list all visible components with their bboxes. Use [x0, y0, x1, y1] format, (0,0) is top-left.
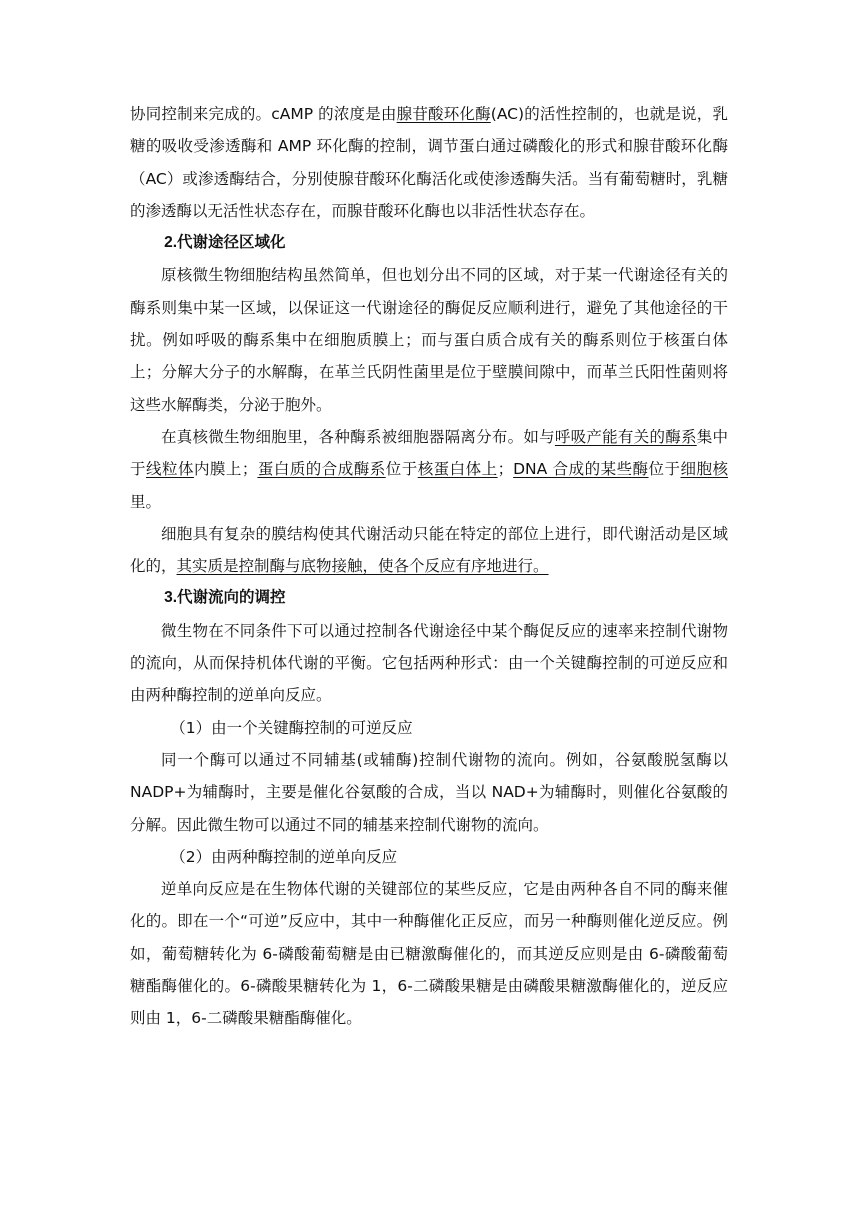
text-span: 在真核微生物细胞里，各种酶系被细胞器隔离分布。如与: [161, 427, 555, 446]
text-span: 集中于: [130, 427, 728, 479]
underlined-term-adenylate-cyclase: 腺苷酸环化酶: [396, 105, 491, 123]
section-heading-flux-control: 3.代谢流向的调控: [164, 589, 286, 607]
underlined-term-ribosome: 核蛋白体上: [417, 460, 498, 479]
text-span: 细胞具有复杂的膜结构使其代谢活动只能在特定的部位上进行，即代谢活动是区域化的，: [130, 524, 728, 576]
section-heading-compartmentalization: 2.代谢途径区域化: [164, 234, 286, 252]
underlined-term-dna-enzymes: DNA 合成的某些酶: [513, 460, 649, 479]
paragraph-flux-intro: 微生物在不同条件下可以通过控制各代谢途径中某个酶促反应的速率来控制代谢物的流向，从而保持机体代谢的平衡。它包括两种形式：由一个关键酶控制的可逆反应和由两种酶控制的逆单向反应。: [130, 621, 728, 705]
text-span: 内膜上；: [193, 460, 258, 479]
underlined-term-mitochondria: 线粒体: [145, 460, 194, 479]
paragraph-eukaryote-organelles: [130, 421, 728, 518]
text-span: 协同控制来完成的。cAMP 的浓度是由: [130, 105, 397, 123]
text-span: ；: [497, 460, 514, 479]
paragraph-prokaryote-regions: 原核微生物细胞结构虽然简单，但也划分出不同的区域，对于某一代谢途径有关的酶系则集中某一区域，以保证这一代谢途径的酶促反应顺利进行，避免了其他途径的干扰。例如呼吸的酶系集中在细胞质膜上；而与蛋白质合成有关的酶系则位于核蛋白体上；分解大分子的水解酶，在革兰氏阴性菌里是位于壁膜间隙中，而革兰氏阳性菌则将这些水解酶类，分泌于胞外。: [130, 266, 728, 414]
underlined-term-protein-synthesis-enzymes: 蛋白质的合成酶系: [257, 460, 386, 479]
underlined-term-nucleus: 细胞核: [680, 460, 728, 479]
paragraph-camp-control: [130, 98, 728, 227]
text-span: 位于: [385, 460, 418, 479]
text-span: 里。: [130, 492, 162, 511]
text-span: 位于: [648, 460, 681, 479]
paragraph-coenzyme-example: 同一个酶可以通过不同辅基(或辅酶)控制代谢物的流向。例如，谷氨酸脱氢酶以 NADP+为辅酶时，主要是催化谷氨酸的合成，当以 NAD+为辅酶时，则催化谷氨酸的分解。因此微生物可以通过不同的辅基来控制代谢物的流向。: [130, 750, 728, 834]
paragraph-membrane-structure: [130, 518, 728, 583]
subheading-unidirectional-reaction: （2）由两种酶控制的逆单向反应: [170, 847, 398, 866]
underlined-key-point: 其实质是控制酶与底物接触，使各个反应有序地进行。: [176, 557, 549, 576]
paragraph-unidirectional-example: 逆单向反应是在生物体代谢的关键部位的某些反应，它是由两种各自不同的酶来催化的。即在一个“可逆”反应中，其中一种酶催化正反应，而另一种酶则催化逆反应。例如，葡萄糖转化为 6-磷酸葡萄糖是由已糖激酶催化的，而其逆反应则是由 6-磷酸葡萄糖酯酶催化的。6-磷酸果糖转化为 1，6-二磷酸果糖是由磷酸果糖激酶催化的，逆反应则由 1，6-二磷酸果糖酯酶催化。: [130, 880, 728, 1028]
underlined-term-respiration-enzymes: 呼吸产能有关的酶系: [554, 427, 697, 446]
subheading-reversible-reaction: （1）由一个关键酶控制的可逆反应: [170, 718, 413, 737]
document-body: [130, 98, 728, 1035]
text-span: (AC)的活性控制的，也就是说，乳糖的吸收受渗透酶和 AMP 环化酶的控制，调节蛋白通过磷酸化的形式和腺苷酸环化酶（AC）或渗透酶结合，分别使腺苷酸环化酶活化或使渗透酶失活。当有葡萄糖时，乳糖的渗透酶以无活性状态存在，而腺苷酸环化酶也以非活性状态存在。: [130, 105, 728, 220]
